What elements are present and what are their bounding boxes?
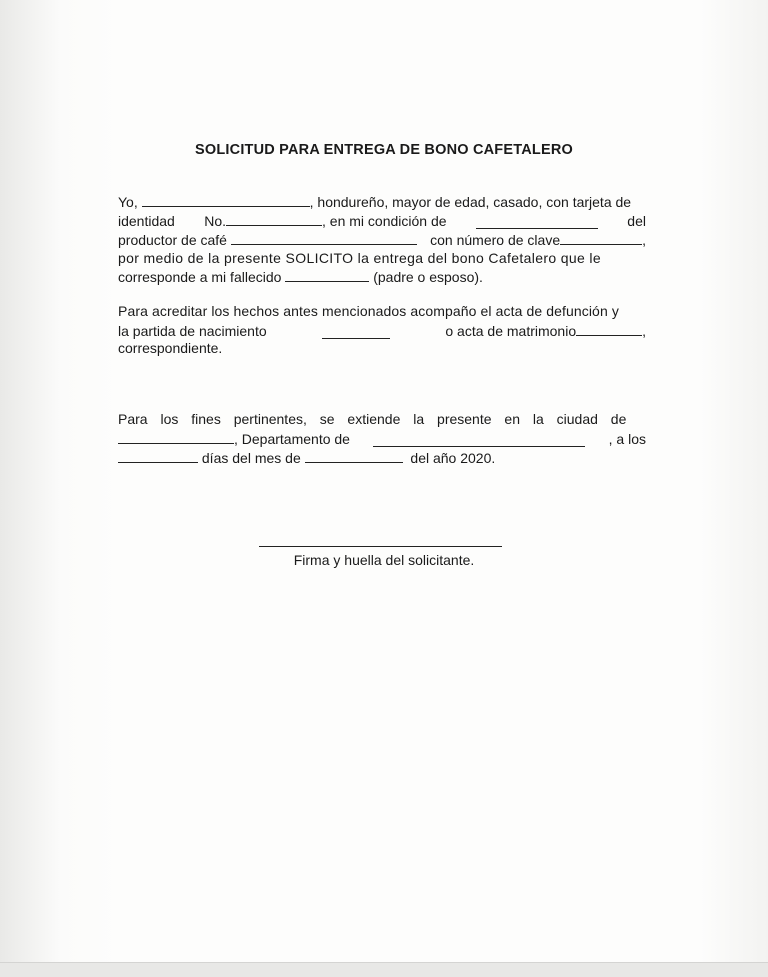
p2-line-1 [118, 303, 646, 319]
p2-line-2 [118, 322, 646, 339]
signature-label: Firma y huella del solicitante. [293, 552, 475, 568]
text-no: No. [204, 213, 226, 229]
text-correspondiente: correspondiente. [118, 340, 223, 356]
text-corresponde: corresponde a mi fallecido [118, 269, 282, 285]
bottom-edge [0, 962, 768, 977]
text-condicion: , en mi condición de [322, 213, 447, 229]
blank-city[interactable] [118, 430, 234, 444]
p1-line-2 [118, 212, 646, 229]
blank-birth-certificate[interactable] [322, 325, 390, 339]
text-padre-esposo: (padre o esposo). [373, 269, 483, 285]
text-dias-mes: días del mes de [201, 450, 301, 466]
text-comma: , [642, 232, 646, 248]
text-del: del [627, 213, 646, 229]
text-departamento: , Departamento de [234, 431, 350, 447]
blank-department[interactable] [373, 433, 585, 447]
text-partida: la partida de nacimiento [118, 323, 267, 339]
text-por-medio: por medio de la presente SOLICITO la entrega del bono Cafetalero que le [118, 250, 601, 266]
blank-deceased[interactable] [285, 268, 369, 282]
blank-key-number[interactable] [560, 231, 642, 245]
text-yo: Yo, [118, 194, 138, 210]
p3-line-1 [118, 411, 646, 427]
p3-line-3 [118, 449, 495, 466]
blank-marriage-certificate[interactable] [576, 322, 642, 336]
text-clave: con número de clave [430, 232, 561, 248]
text-fines: Para los fines pertinentes, se extiende la presente en la ciudad de [118, 411, 627, 427]
document-title: SOLICITUD PARA ENTREGA DE BONO CAFETALERO [195, 142, 573, 158]
p3-line-2 [118, 430, 646, 447]
blank-producer[interactable] [231, 231, 417, 245]
p1-line-4 [118, 250, 646, 266]
blank-name[interactable] [142, 193, 310, 207]
text-productor: productor de café [118, 232, 227, 248]
text-comma-2: , [642, 323, 646, 339]
p1-line-3 [118, 231, 646, 248]
text-identidad: identidad [118, 213, 175, 229]
text-a-los: , a los [608, 431, 646, 447]
text-acta-matrimonio: o acta de matrimonio [445, 323, 577, 339]
blank-identity-number[interactable] [226, 212, 322, 226]
p2-line-3 [118, 340, 222, 356]
blank-condition[interactable] [476, 215, 598, 229]
p1-line-1 [118, 193, 631, 210]
text-anio: del año 2020. [410, 450, 496, 466]
text-hondureno: , hondureño, mayor de edad, casado, con tarjeta de [309, 194, 632, 210]
signature-line[interactable] [259, 546, 502, 547]
text-acreditar: Para acreditar los hechos antes mencionados acompaño el acta de defunción y [118, 303, 619, 319]
blank-days[interactable] [118, 449, 198, 463]
blank-month[interactable] [305, 449, 403, 463]
p1-line-5 [118, 268, 483, 285]
